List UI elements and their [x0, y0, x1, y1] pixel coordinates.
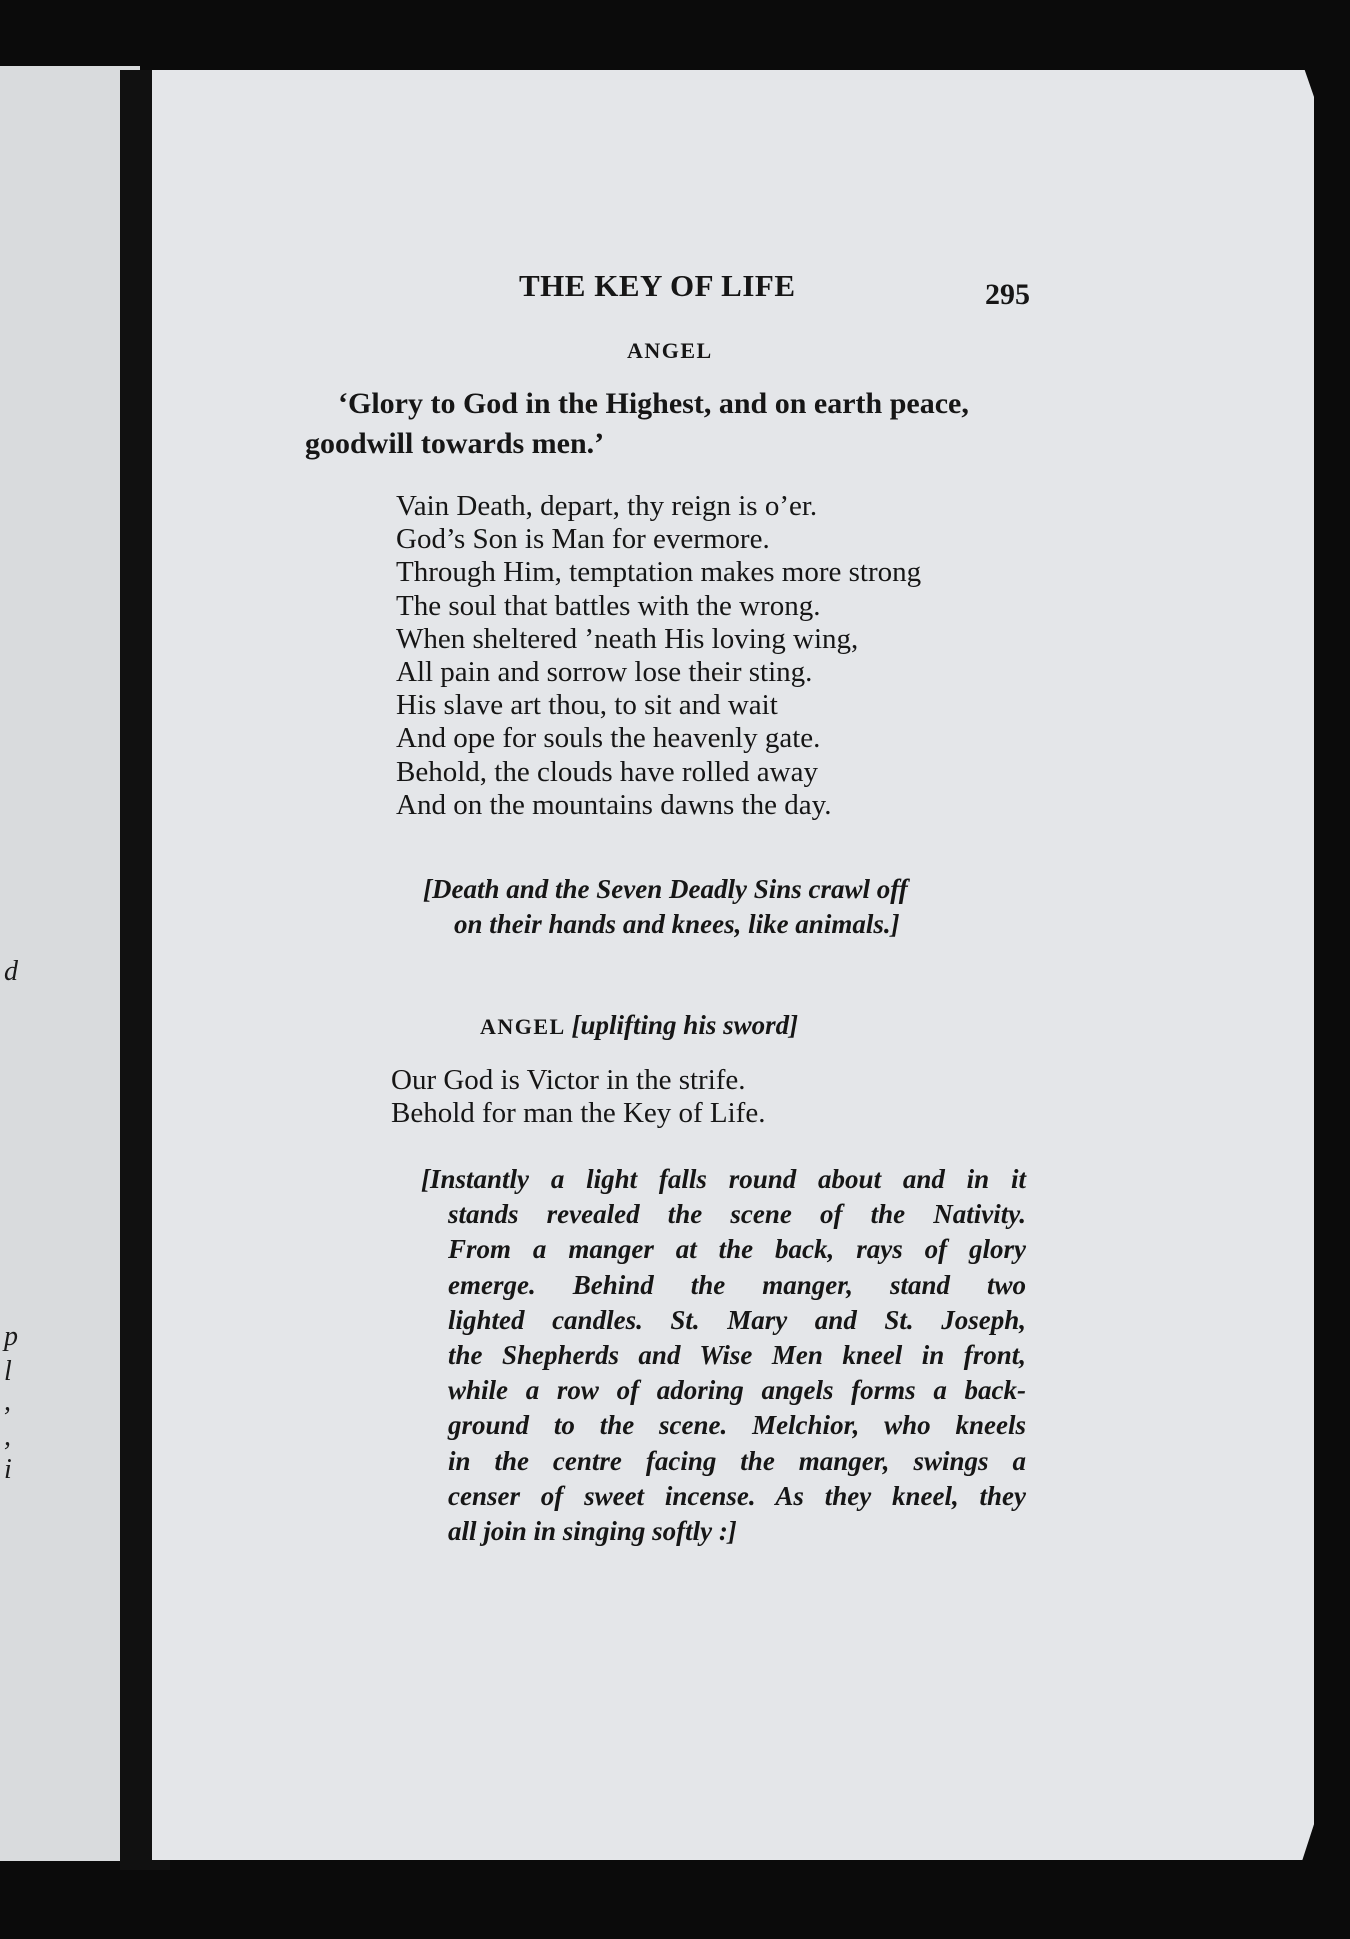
stage-line: all join in singing softly :] — [448, 1516, 737, 1547]
angel-speech — [305, 384, 969, 464]
page-number: 295 — [985, 278, 1030, 311]
stage-direction — [423, 872, 1033, 942]
stage-line: [Death and the Seven Deadly Sins crawl off — [423, 874, 908, 904]
verse-line: Through Him, temptation makes more strong — [396, 556, 922, 589]
verse-stanza — [391, 1064, 765, 1130]
margin-letter: d — [4, 956, 18, 987]
speaker-label: ANGEL — [627, 338, 713, 363]
stage-line: on their hands and knees, like animals.] — [454, 909, 900, 939]
stage-line: censer of sweet incense. As they kneel, they — [448, 1480, 1026, 1511]
stage-line: while a row of adoring angels forms a back- — [448, 1375, 1026, 1406]
verse-line: When sheltered ’neath His loving wing, — [396, 622, 859, 655]
running-head: THE KEY OF LIFE — [519, 268, 796, 303]
verse-line: And on the mountains dawns the day. — [396, 788, 832, 821]
stage-line: From a manger at the back, rays of glory — [448, 1234, 1026, 1265]
stage-line: lighted candles. St. Mary and St. Joseph, — [448, 1304, 1026, 1335]
stage-line: [Instantly a light falls round about and in it — [421, 1164, 1026, 1194]
margin-letter: , — [4, 1386, 11, 1417]
verse-line: All pain and sorrow lose their sting. — [396, 656, 813, 689]
speaker-heading — [480, 1010, 798, 1041]
margin-letter: p — [4, 1321, 18, 1352]
speaker-label: ANGEL — [480, 1014, 565, 1039]
prose-line: ‘Glory to God in the Highest, and on earth peace, — [338, 387, 969, 420]
margin-letter: l — [4, 1356, 12, 1387]
verse-line: His slave art thou, to sit and wait — [396, 689, 778, 722]
verse-line: And ope for souls the heavenly gate. — [396, 722, 821, 755]
verse-line: The soul that battles with the wrong. — [396, 589, 821, 622]
stage-line: the Shepherds and Wise Men kneel in front, — [448, 1340, 1026, 1371]
prose-line: goodwill towards men.’ — [305, 427, 605, 460]
verse-line: Vain Death, depart, thy reign is o’er. — [396, 490, 818, 522]
verse-line: Our God is Victor in the strife. — [391, 1064, 746, 1096]
margin-letter: i — [4, 1454, 12, 1485]
stage-line: ground to the scene. Melchior, who kneels — [448, 1410, 1026, 1441]
stage-direction-nativity — [421, 1162, 1026, 1549]
book-page — [152, 70, 1314, 1860]
verse-line: Behold for man the Key of Life. — [391, 1097, 766, 1130]
margin-letter: , — [4, 1421, 11, 1452]
verse-line: Behold, the clouds have rolled away — [396, 755, 818, 788]
facing-page-edge — [0, 66, 140, 1861]
stage-line: in the centre facing the manger, swings a — [448, 1445, 1026, 1476]
stage-line: emerge. Behind the manger, stand two — [448, 1269, 1026, 1300]
speaker-direction: [uplifting his sword] — [571, 1010, 799, 1040]
stage-line: stands revealed the scene of the Nativity. — [448, 1199, 1026, 1230]
verse-line: God’s Son is Man for evermore. — [396, 523, 770, 556]
verse-stanza — [396, 490, 921, 822]
